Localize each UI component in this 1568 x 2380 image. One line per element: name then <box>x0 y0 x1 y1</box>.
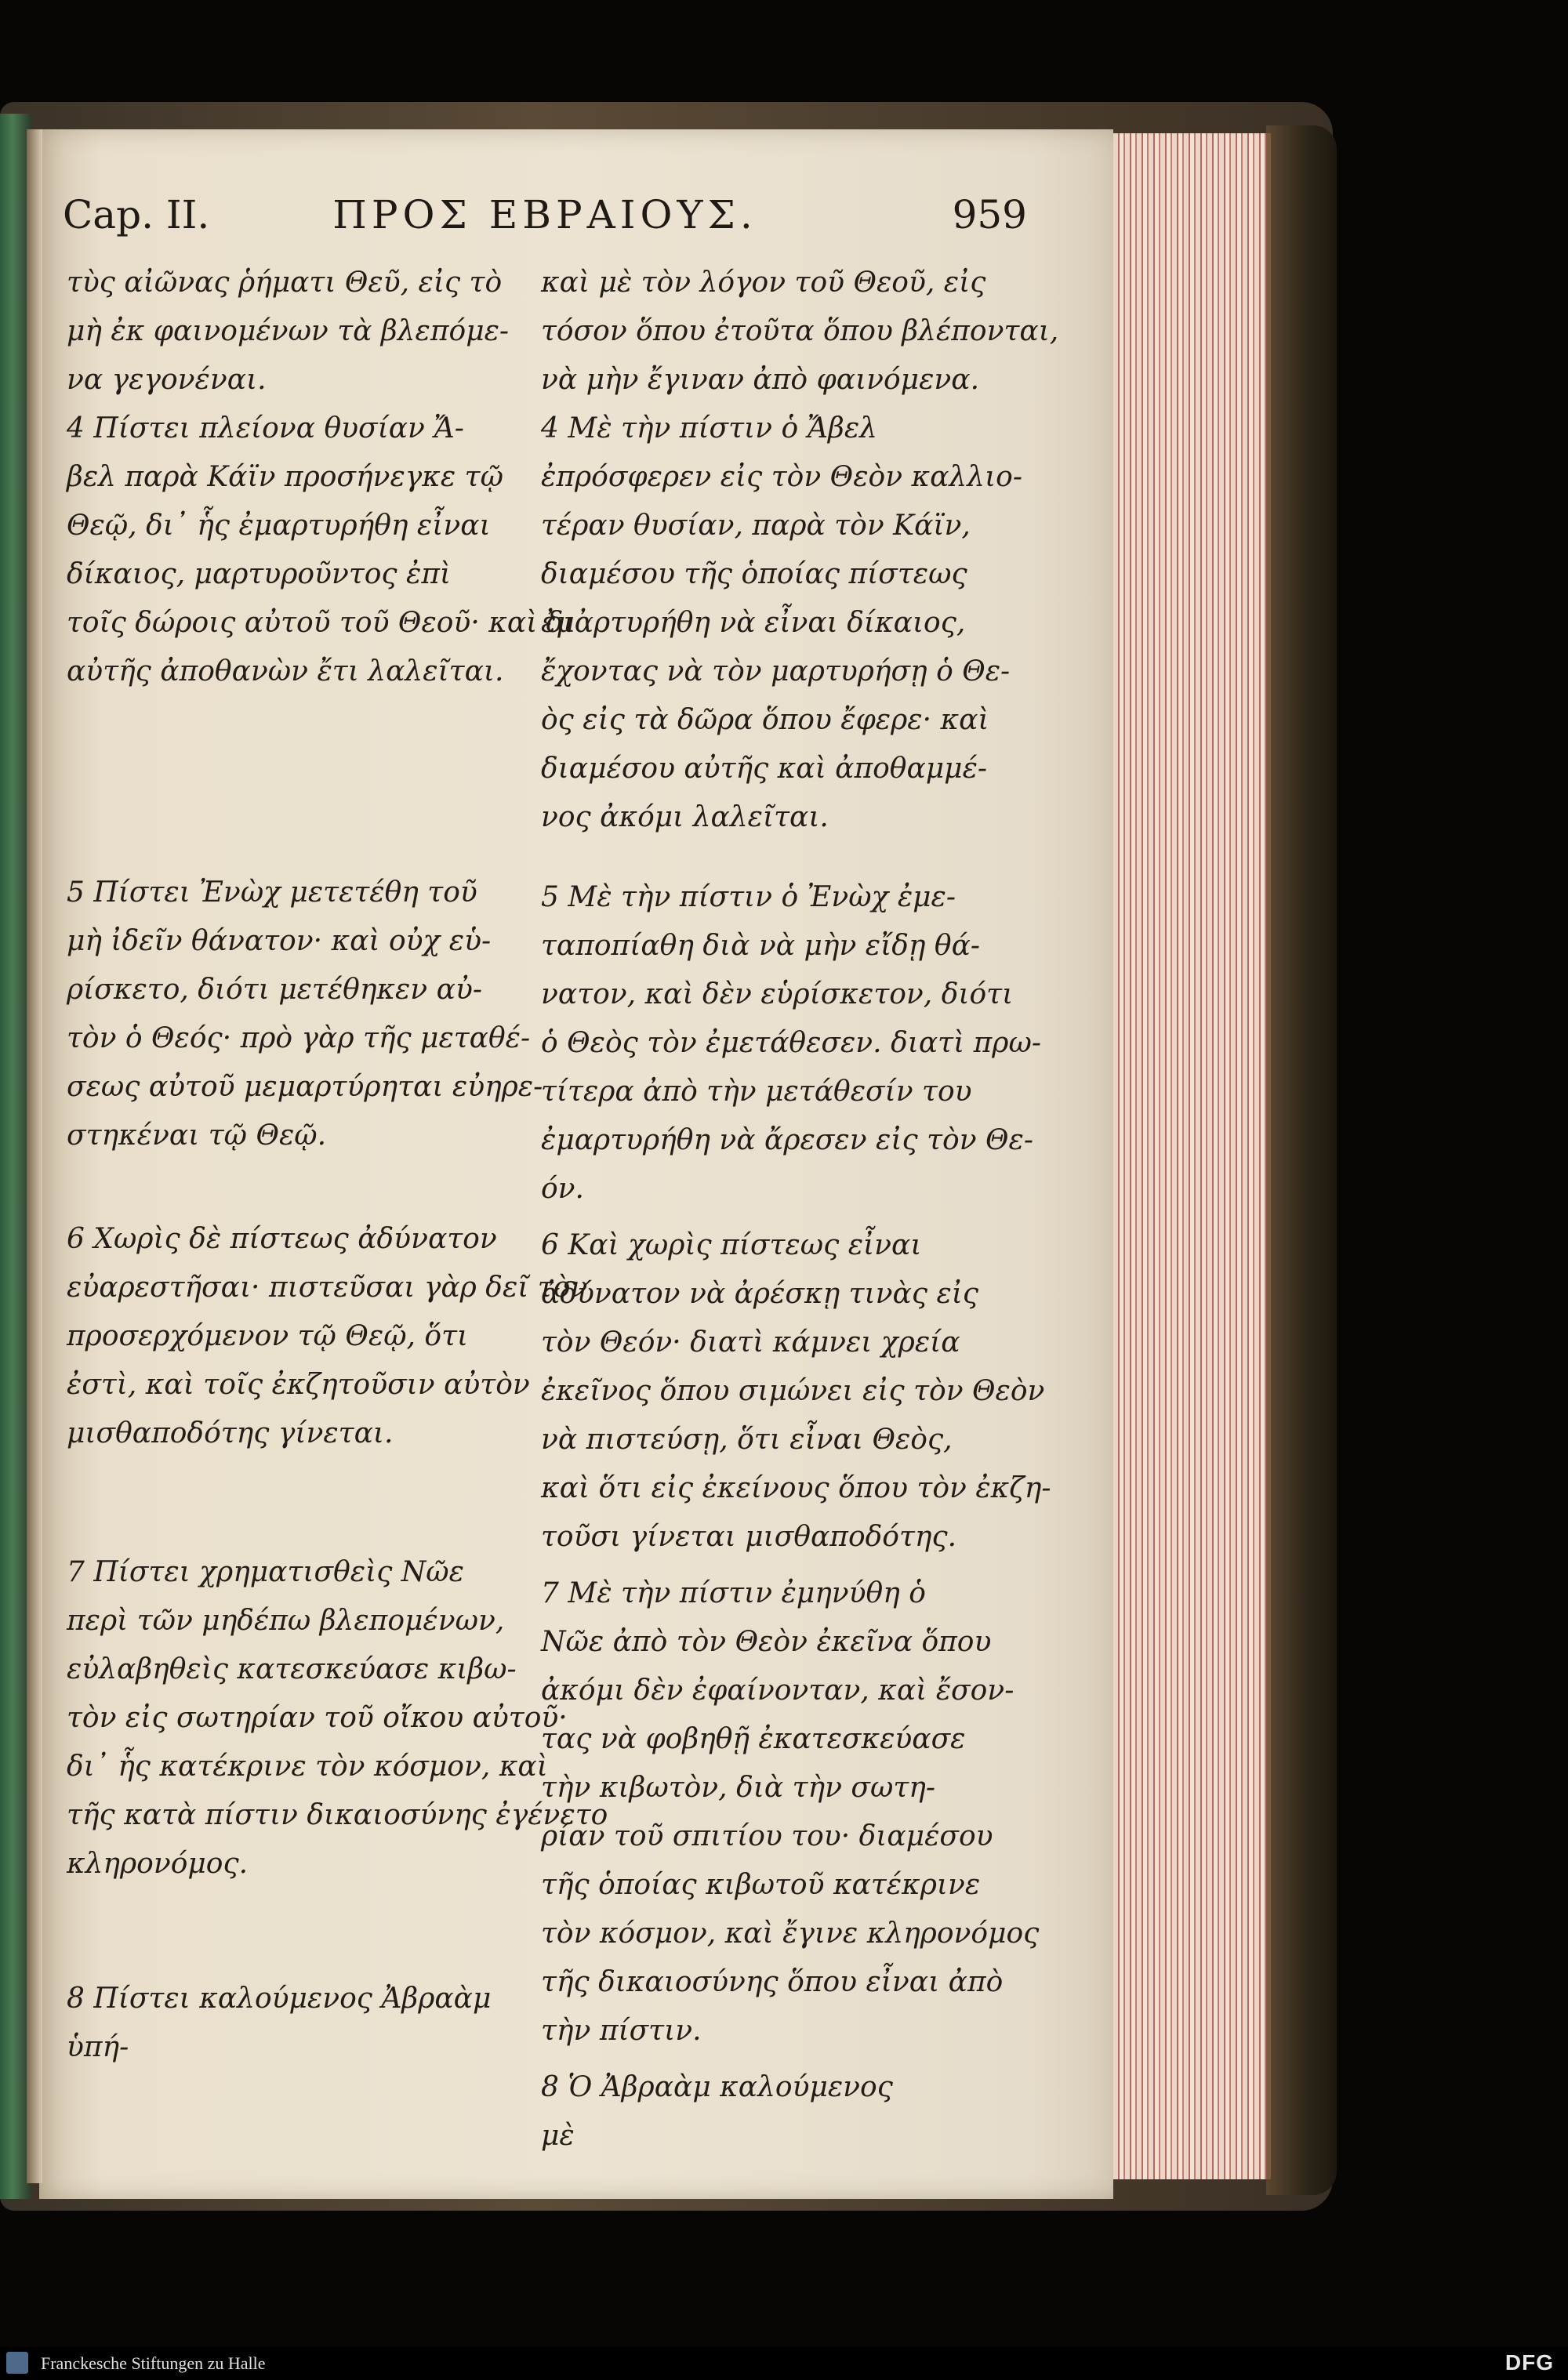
book-cover-edge <box>1266 125 1337 2195</box>
verse-gap <box>67 696 537 869</box>
modern-greek-text-column <box>541 259 1059 2161</box>
text-line: τῆς ὁποίας κιβωτοῦ κατέκρινε <box>541 1869 981 1901</box>
text-line: ἀδύνατον νὰ ἀρέσκῃ τινὰς εἰς <box>541 1278 979 1310</box>
text-line: 7 Μὲ τὴν πίστιν ἐμηνύθη ὁ <box>541 1577 926 1609</box>
text-line: αὐτῆς ἀποθανὼν ἔτι λαλεῖται. <box>67 655 504 688</box>
dfg-logo: DFG <box>1504 2350 1554 2375</box>
text-line: 4 Πίστει πλείονα θυσίαν Ἄ- <box>67 412 464 444</box>
text-line: ἔχοντας νὰ τὸν μαρτυρήσῃ ὁ Θε- <box>541 655 1011 688</box>
verse-block <box>541 1569 1040 2055</box>
text-line: ἐστὶ, καὶ τοῖς ἐκζητοῦσιν αὐτὸν <box>67 1369 530 1401</box>
text-line: τὸν εἰς σωτηρίαν τοῦ οἴκου αὐτοῦ· <box>67 1702 568 1734</box>
text-line: τὸν Θεόν· διατὶ κάμνει χρεία <box>541 1326 960 1359</box>
verse-block <box>67 259 537 405</box>
verse-block <box>541 873 1041 1214</box>
text-line: εὐλαβηθεὶς κατεσκεύασε κιβω- <box>67 1653 517 1685</box>
text-line: ἐπρόσφερεν εἰς τὸν Θεὸν καλλιο- <box>541 461 1023 493</box>
text-line: μὴ ἰδεῖν θάνατον· καὶ οὐχ εὑ- <box>67 925 492 957</box>
text-line: όν. <box>541 1173 585 1205</box>
text-line: ρίσκετο, διότι μετέθηκεν αὐ- <box>67 974 482 1006</box>
text-line: ἐκεῖνος ὅπου σιμώνει εἰς τὸν Θεὸν <box>541 1375 1045 1407</box>
text-line: τίτερα ἀπὸ τὴν μετάθεσίν του <box>541 1076 972 1108</box>
text-line: μισθαποδότης γίνεται. <box>67 1417 394 1449</box>
text-line: νατον, καὶ δὲν εὑρίσκετον, διότι <box>541 978 1014 1010</box>
verse-block <box>67 1975 537 2072</box>
text-line: ρίαν τοῦ σπιτίου του· διαμέσου <box>541 1820 993 1852</box>
verse-gap <box>541 2055 1027 2063</box>
text-line: τῆς κατὰ πίστιν δικαιοσύνης ἐγένετο <box>67 1799 608 1831</box>
text-line: ὑπή- <box>67 2031 129 2063</box>
text-line: εὐαρεστῆσαι· πιστεῦσαι γὰρ δεῖ τὸν <box>67 1272 588 1304</box>
text-line: δίκαιος, μαρτυροῦντος ἐπὶ <box>67 558 452 590</box>
text-line: βελ παρὰ Κάϊν προσήνεγκε τῷ <box>67 461 503 493</box>
verse-block <box>541 2063 1027 2161</box>
verse-gap <box>541 1214 1027 1221</box>
page-title: ΠΡΟΣ ΕΒΡΑΙΟΥΣ. <box>332 192 757 238</box>
text-line: μὴ ἐκ φαινομένων τὰ βλεπόμε- <box>67 315 510 347</box>
text-line: ἐμαρτυρήθη νὰ ἄρεσεν εἰς τὸν Θε- <box>541 1124 1034 1156</box>
text-line: τας νὰ φοβηθῇ ἐκατεσκεύασε <box>541 1723 966 1755</box>
text-line: προσερχόμενον τῷ Θεῷ, ὅτι <box>67 1320 469 1352</box>
text-line: νὰ μὴν ἔγιναν ἀπὸ φαινόμενα. <box>541 364 980 396</box>
text-line: καὶ μὲ τὸν λόγον τοῦ Θεοῦ, εἰς <box>541 267 986 299</box>
verse-block <box>67 405 589 696</box>
verse-gap <box>541 842 1027 873</box>
text-line: περὶ τῶν μηδέπω βλεπομένων, <box>67 1605 505 1637</box>
verse-block <box>541 259 1059 405</box>
page-number: 959 <box>952 192 1027 238</box>
text-line: τὺς αἰῶνας ῥήματι Θεῦ, εἰς τὸ <box>67 267 503 299</box>
text-line: τῆς δικαιοσύνης ὅπου εἶναι ἀπὸ <box>541 1966 1004 1998</box>
text-line: νὰ πιστεύσῃ, ὅτι εἶναι Θεὸς, <box>541 1424 953 1456</box>
library-logo-icon <box>6 2352 28 2374</box>
library-credit: Franckesche Stiftungen zu Halle <box>41 2353 266 2373</box>
text-line: διαμέσου τῆς ὁποίας πίστεως <box>541 558 967 590</box>
text-line: Θεῷ, δι᾽ ἧς ἐμαρτυρήθη εἶναι <box>67 510 491 542</box>
verse-block <box>67 869 543 1160</box>
text-line: σεως αὐτοῦ μεμαρτύρηται εὐηρε- <box>67 1071 543 1103</box>
text-line: 5 Πίστει Ἐνὼχ μετετέθη τοῦ <box>67 876 477 909</box>
verse-gap <box>67 1888 537 1975</box>
verse-block <box>541 405 1027 842</box>
text-line: ὸς εἰς τὰ δῶρα ὅπου ἔφερε· καὶ <box>541 704 989 736</box>
verse-gap <box>541 1562 1027 1569</box>
verse-block <box>67 1548 608 1888</box>
text-line: τὸν ὁ Θεός· πρὸ γὰρ τῆς μεταθέ- <box>67 1022 531 1054</box>
text-line: Νῶε ἀπὸ τὸν Θεὸν ἐκεῖνα ὅπου <box>541 1626 992 1658</box>
text-line: τοῦσι γίνεται μισθαποδότης. <box>541 1521 957 1553</box>
chapter-label: Cap. II. <box>63 192 210 238</box>
text-line: ὁ Θεὸς τὸν ἐμετάθεσεν. διατὶ πρω- <box>541 1027 1041 1059</box>
text-line: τὴν κιβωτὸν, διὰ τὴν σωτη- <box>541 1772 935 1804</box>
text-line: διαμέσου αὐτῆς καὶ ἀποθαμμέ- <box>541 753 988 785</box>
text-line: 6 Καὶ χωρὶς πίστεως εἶναι <box>541 1229 922 1261</box>
text-line: μὲ <box>541 2120 575 2152</box>
footer-bar <box>0 2347 1568 2380</box>
text-line: ταποπίαθη διὰ νὰ μὴν εἴδῃ θά- <box>541 930 981 962</box>
text-line: στηκέναι τῷ Θεῷ. <box>67 1119 327 1152</box>
text-line: 7 Πίστει χρηματισθεὶς Νῶε <box>67 1556 464 1588</box>
text-line: ἀκόμι δὲν ἐφαίνονταν, καὶ ἔσον- <box>541 1674 1014 1707</box>
text-line: κληρονόμος. <box>67 1848 249 1880</box>
text-line: 6 Χωρὶς δὲ πίστεως ἀδύνατον <box>67 1223 497 1255</box>
page-gutter <box>27 129 42 2183</box>
text-line: 5 Μὲ τὴν πίστιν ὁ Ἐνὼχ ἐμε- <box>541 881 956 913</box>
verse-block <box>541 1221 1051 1562</box>
text-line: 4 Μὲ τὴν πίστιν ὁ Ἄβελ <box>541 412 877 444</box>
text-line: ἐμαρτυρήθη νὰ εἶναι δίκαιος, <box>541 607 966 639</box>
text-line: τόσον ὅπου ἐτοῦτα ὅπου βλέπονται, <box>541 315 1059 347</box>
text-line: τοῖς δώροις αὐτοῦ τοῦ Θεοῦ· καὶ δι᾽ <box>67 607 589 639</box>
running-header <box>63 192 1027 247</box>
text-line: τέραν θυσίαν, παρὰ τὸν Κάϊν, <box>541 510 971 542</box>
text-line: τὴν πίστιν. <box>541 2015 702 2047</box>
text-line: καὶ ὅτι εἰς ἐκείνους ὅπου τὸν ἐκζη- <box>541 1472 1051 1504</box>
verse-gap <box>67 1160 537 1215</box>
text-line: τὸν κόσμον, καὶ ἔγινε κληρονόμος <box>541 1917 1040 1950</box>
text-line: 8 Πίστει καλούμενος Ἀβραὰμ <box>67 1983 492 2015</box>
text-line: 8 Ὁ Ἀβραὰμ καλούμενος <box>541 2071 893 2103</box>
verse-block <box>67 1215 588 1458</box>
page-fore-edge <box>1113 133 1271 2179</box>
text-line: νος ἀκόμι λαλεῖται. <box>541 801 829 833</box>
text-line: δι᾽ ἧς κατέκρινε τὸν κόσμον, καὶ <box>67 1751 548 1783</box>
text-line: να γεγονέναι. <box>67 364 267 396</box>
verse-gap <box>67 1458 537 1548</box>
